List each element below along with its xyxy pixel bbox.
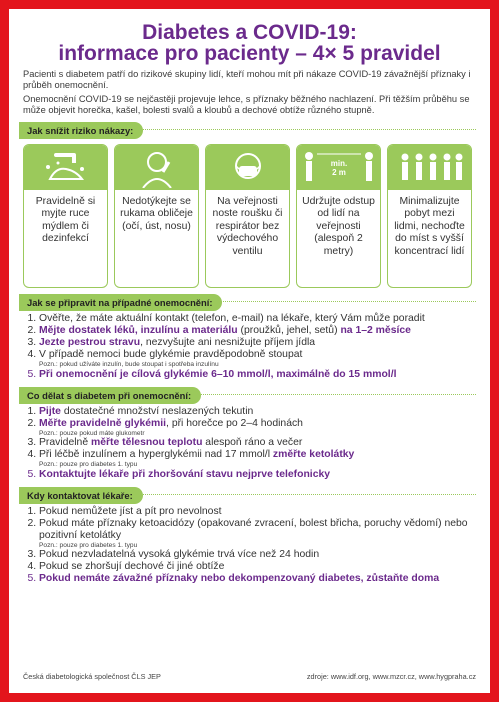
contact-list <box>23 506 476 586</box>
list-item: 3. Pravidelně měřte tělesnou teplotu alespoň ráno a večer <box>39 437 476 449</box>
face-touch-icon <box>115 145 198 190</box>
card-distance <box>296 144 381 288</box>
footer-right: zdroje: www.idf.org, www.mzcr.cz, www.hygpraha.cz <box>306 672 476 681</box>
distance-label-top: min. <box>330 159 348 168</box>
note: Pozn.: pouze pro diabetes 1. typu <box>39 461 138 468</box>
section-heading-preparation <box>23 293 476 310</box>
list-item: 1. Pokud nemůžete jíst a pít pro nevolnost <box>39 506 476 518</box>
handwash-icon <box>24 145 107 190</box>
section-heading-prevention <box>23 121 476 138</box>
poster-content <box>23 21 476 681</box>
section-label: Jak se připravit na případné onemocnění: <box>19 294 222 311</box>
distance-label-bottom: 2 m <box>332 168 346 177</box>
list-item: 5. Pokud nemáte závažné příznaky nebo dekompenzovaný diabetes, zůstaňte doma <box>39 573 476 585</box>
note: Pozn.: pokud užíváte inzulín, bude stoupat i spotřeba inzulínu <box>39 361 219 368</box>
note: Pozn.: pouze pro diabetes 1. typu <box>39 541 138 549</box>
section-label: Co dělat s diabetem při onemocnění: <box>19 387 201 404</box>
crowd-icon <box>388 145 471 190</box>
prevention-cards <box>23 144 476 288</box>
card-mask <box>205 144 290 288</box>
card-handwash <box>23 144 108 288</box>
card-text: Minimalizujte pobyt mezi lidmi, nechoďte do míst s vyšší koncentrací lidí <box>394 196 465 257</box>
card-text: Na veřejnosti noste roušku či respirátor bez výdechového ventilu <box>212 196 283 257</box>
list-item: 4. Pokud se zhoršují dechové či jiné obtíže <box>39 561 476 573</box>
list-item: 1. Ověřte, že máte aktuální kontakt (telefon, e-mail) na lékaře, který Vám může poradit <box>39 313 476 325</box>
list-item: 1. Pijte dostatečné množství neslazených tekutin <box>39 406 476 418</box>
poster-title <box>23 22 476 64</box>
intro-paragraph-2: Onemocnění COVID-19 se nejčastěji projevuje lehce, s příznaky běžného nachlazení. Při těžším průběhu se může objevit horečka, kašel, bolesti svalů a kloubů a dechové obtíže různého stupně. <box>23 94 470 115</box>
card-text: Pravidelně si myjte ruce mýdlem či dezinfekcí <box>35 196 96 245</box>
footer <box>23 672 476 681</box>
card-text: Udržujte odstup od lidí na veřejnosti (alespoň 2 metry) <box>302 196 375 257</box>
list-item: 2. Pokud máte příznaky ketoacidózy (opakované zvracení, bolest břicha, poruchy vědomí) nebo pozitivní ketolátky Pozn.: pouze pro diabetes 1. typu <box>39 518 476 550</box>
list-item: 5. Kontaktujte lékaře při zhoršování stavu nejprve telefonicky <box>39 469 476 481</box>
section-label: Jak snížit riziko nákazy: <box>19 122 143 139</box>
intro-text <box>23 69 476 116</box>
list-item: 3. Pokud nezvladatelná vysoká glykémie trvá více než 24 hodin <box>39 549 476 561</box>
intro-paragraph-1: Pacienti s diabetem patří do rizikové skupiny lidí, kteří mohou mít při nákaze COVID-19 závažnější příznaky i průběh onemocnění. <box>23 69 471 90</box>
card-text: Nedotýkejte se rukama obličeje (očí, úst, nosu) <box>120 196 193 232</box>
illness-list <box>23 406 476 481</box>
list-item: 2. Mějte dostatek léků, inzulínu a materiálu (proužků, jehel, setů) na 1–2 měsíce <box>39 325 476 337</box>
section-label: Kdy kontaktovat lékaře: <box>19 487 143 504</box>
note: Pozn.: pouze pokud máte glukometr <box>39 429 145 437</box>
distance-icon <box>297 145 380 190</box>
list-item: 3. Jezte pestrou stravu, nezvyšujte ani nesnižujte příjem jídla <box>39 337 476 349</box>
section-heading-contact-doctor <box>23 486 476 503</box>
card-no-face-touch <box>114 144 199 288</box>
preparation-list <box>23 313 476 381</box>
footer-left: Česká diabetologická společnost ČLS JEP <box>23 672 161 681</box>
list-item: 4. Při léčbě inzulínem a hyperglykémii nad 17 mmol/l změřte ketolátky Pozn.: pouze pro diabetes 1. typu <box>39 449 476 469</box>
list-item: 5. Při onemocnění je cílová glykémie 6–10 mmol/l, maximálně do 15 mmol/l <box>39 369 476 381</box>
card-crowd <box>387 144 472 288</box>
list-item: 2. Měřte pravidelně glykémii, při horečce po 2–4 hodinách Pozn.: pouze pokud máte glukometr <box>39 418 476 438</box>
section-heading-during-illness <box>23 386 476 403</box>
title-line-2: informace pro pacienty – 4× 5 pravidel <box>58 42 441 65</box>
mask-icon <box>206 145 289 190</box>
title-line-1: Diabetes a COVID-19: <box>142 21 357 44</box>
list-item: 4. V případě nemoci bude glykémie pravděpodobně stoupat Pozn.: pokud užíváte inzulín, bude stoupat i spotřeba inzulínu <box>39 349 476 369</box>
